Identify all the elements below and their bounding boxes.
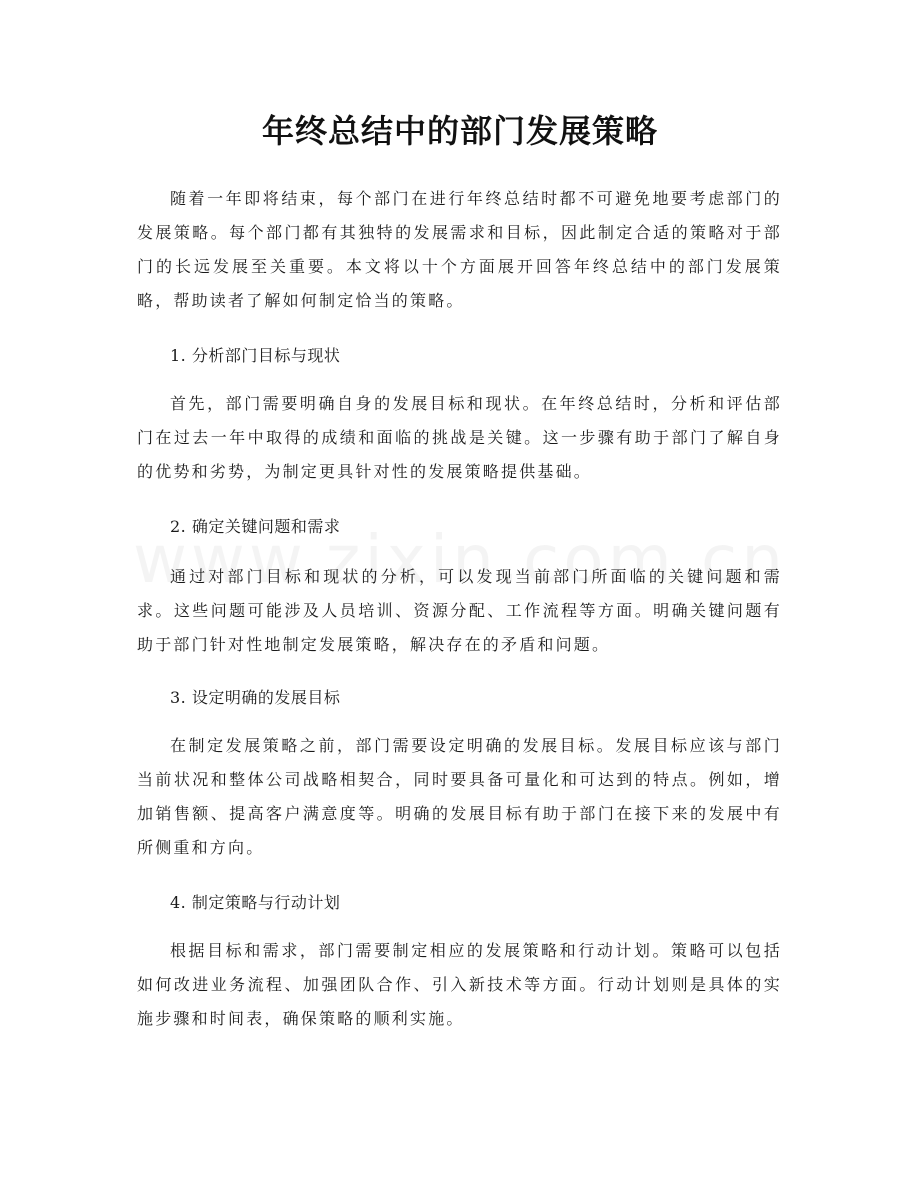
section-heading-1: 1. 分析部门目标与现状 bbox=[170, 346, 341, 365]
section-heading-2: 2. 确定关键问题和需求 bbox=[170, 517, 341, 536]
section-heading-4: 4. 制定策略与行动计划 bbox=[170, 893, 341, 912]
section-body-2: 通过对部门目标和现状的分析，可以发现当前部门所面临的关键问题和需求。这些问题可能涉及人员培训、资源分配、工作流程等方面。明确关键问题有助于部门针对性地制定发展策略，解决存在的矛盾和问题。 bbox=[137, 567, 782, 654]
section-heading-3: 3. 设定明确的发展目标 bbox=[170, 688, 341, 707]
document-title: 年终总结中的部门发展策略 bbox=[261, 112, 658, 150]
section-body-3: 在制定发展策略之前，部门需要设定明确的发展目标。发展目标应该与部门当前状况和整体公司战略相契合，同时要具备可量化和可达到的特点。例如，增加销售额、提高客户满意度等。明确的发展目标有助于部门在接下来的发展中有所侧重和方向。 bbox=[137, 736, 782, 857]
intro-paragraph: 随着一年即将结束，每个部门在进行年终总结时都不可避免地要考虑部门的发展策略。每个部门都有其独特的发展需求和目标，因此制定合适的策略对于部门的长远发展至关重要。本文将以十个方面展开回答年终总结中的部门发展策略，帮助读者了解如何制定恰当的策略。 bbox=[137, 189, 782, 310]
section-body-4: 根据目标和需求，部门需要制定相应的发展策略和行动计划。策略可以包括如何改进业务流程、加强团队合作、引入新技术等方面。行动计划则是具体的实施步骤和时间表，确保策略的顺利实施。 bbox=[137, 941, 782, 1028]
section-body-1: 首先，部门需要明确自身的发展目标和现状。在年终总结时，分析和评估部门在过去一年中取得的成绩和面临的挑战是关键。这一步骤有助于部门了解自身的优势和劣势，为制定更具针对性的发展策略提供基础。 bbox=[137, 394, 782, 481]
